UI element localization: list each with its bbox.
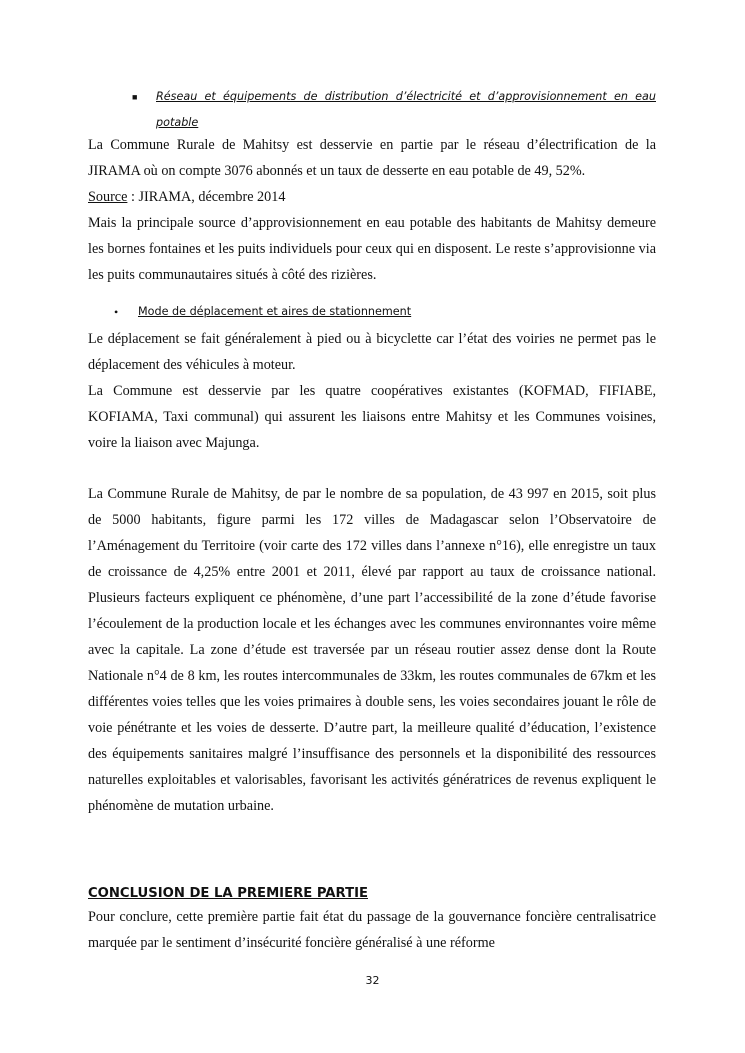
paragraph-displacement: Le déplacement se fait généralement à pied ou à bicyclette car l’état des voiries ne permet pas le déplacement des véhicules à moteur. [88,331,656,373]
paragraph-jirama: La Commune Rurale de Mahitsy est desservie en partie par le réseau d’électrification de la JIRAMA où on compte 3076 abonnés et un taux de desserte en eau potable de 49, 52%. [88,137,656,179]
paragraph-water-supply: Mais la principale source d’approvisionnement en eau potable des habitants de Mahitsy demeure les bornes fontaines et les puits individuels pour ceux qui en disposent. Le reste s’approvisionne via les puits communautaires situés à côté des rizières. [88,215,656,283]
square-bullet-icon: ■ [132,92,138,102]
round-bullet-icon: • [114,305,119,319]
paragraph-cooperatives: La Commune est desservie par les quatre coopératives existantes (KOFMAD, FIFIABE, KOFIAMA, Taxi communal) qui assurent les liaisons entre Mahitsy et les Communes voisines, voire la liaison avec Majunga. [88,383,656,451]
source-label: Source [88,189,128,205]
paragraph-urban-mutation: La Commune Rurale de Mahitsy, de par le nombre de sa population, de 43 997 en 2015, soit plus de 5000 habitants, figure parmi les 172 villes de Madagascar selon l’Observatoire de l’Aménagement du Territoire (voir carte des 172 villes dans l’annexe n°16), elle enregistre un taux de croissance de 4,25% entre 2001 et 2011, élevé par rapport au taux de croissance national. Plusieurs facteurs expliquent ce phénomène, d’une part l’accessibilité de la zone d’étude favorise l’écoulement de la production locale et les échanges avec les communes environnantes voire même avec la capitale. La zone d’étude est traversée par un réseau routier assez dense dont la Route Nationale n°4 de 8 km, les routes intercommunales de 33km, les routes communales de 67km et les différentes voies telles que les voies primaires à double sens, les voies secondaires jouant le rôle de voie pénétrante et les voies de desserte. D’autre part, la meilleure qualité d’éducation, l’existence des équipements sanitaires malgré l’insuffisance des personnels et la disponibilité des ressources naturelles exploitables et valorisables, favorisant les activités génératrices de revenus expliquent le phénomène de mutation urbaine. [88,486,656,814]
source-text: : JIRAMA, décembre 2014 [127,189,286,205]
page-number: 32 [365,974,380,987]
paragraph-conclusion: Pour conclure, cette première partie fait état du passage de la gouvernance foncière centralisatrice marquée par le sentiment d’insécurité foncière généralisé à une réforme [88,909,656,951]
bullet-electricity-water: Réseau et équipements de distribution d’électricité et d’approvisionnement en eau potable [156,90,656,129]
source-line [88,184,656,210]
section-heading: CONCLUSION DE LA PREMIERE PARTIE [88,886,368,901]
bullet-transport: Mode de déplacement et aires de stationnement [138,305,412,318]
